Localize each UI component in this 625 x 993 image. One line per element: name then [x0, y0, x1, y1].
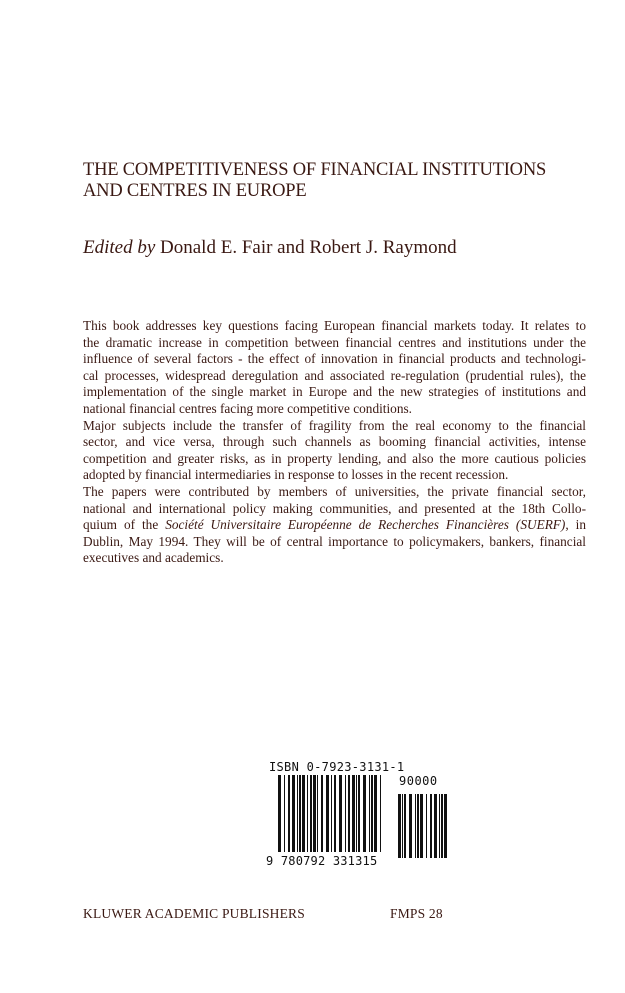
barcode-bar	[444, 794, 447, 858]
body-line: implementation of the single market in Europe and the new strategies of institutions and	[83, 384, 586, 400]
body-line: Dublin, May 1994. They will be of central importance to policymakers, bankers, financial	[83, 533, 586, 549]
barcode-bar	[339, 775, 342, 852]
title-line: AND CENTRES IN EUROPE	[83, 181, 307, 201]
barcode-bar	[317, 775, 318, 852]
barcode-bar	[404, 794, 406, 858]
barcode-bar	[369, 775, 370, 852]
barcode-bar	[302, 775, 305, 852]
body-text: , in	[565, 517, 587, 533]
barcode-bar	[409, 794, 412, 858]
barcode-bar	[345, 775, 346, 852]
ean-number: 9 780792 331315	[266, 854, 378, 868]
barcode-bar	[439, 794, 440, 858]
barcode-bar	[288, 775, 290, 852]
barcode-bar	[420, 794, 423, 858]
body-line: the dramatic increase in competition between financial centres and institutions under the	[83, 334, 586, 350]
barcode-bar	[415, 794, 416, 858]
barcode-bar	[417, 794, 419, 858]
barcode-bar	[441, 794, 443, 858]
publisher-name: KLUWER ACADEMIC PUBLISHERS	[83, 906, 305, 921]
body-text: quium of the	[83, 517, 166, 533]
edited-by-label: Edited by	[83, 237, 156, 258]
editors	[83, 237, 457, 259]
barcode-bar	[430, 794, 432, 858]
barcode-bar	[334, 775, 336, 852]
barcode-bar	[313, 775, 316, 852]
suerf-name: Société Universitaire Européenne de Recherches Financières (SUERF)	[165, 517, 566, 533]
body-line: cal processes, widespread deregulation and associated re-regulation (prudential rules), the	[83, 367, 586, 383]
book-description	[83, 318, 586, 567]
barcode-bar	[310, 775, 312, 852]
barcode-bar	[398, 794, 401, 858]
barcode-bar	[307, 775, 308, 852]
book-title	[83, 160, 546, 202]
barcode-bar	[278, 775, 281, 852]
isbn-barcode	[266, 760, 448, 870]
barcode-bar	[348, 775, 350, 852]
barcode-bar	[292, 775, 295, 852]
body-line: The papers were contributed by members of universities, the private financial sector,	[83, 483, 586, 499]
barcode-bar	[321, 775, 323, 852]
body-line: Major subjects include the transfer of fragility from the real economy to the financial	[83, 417, 586, 433]
barcode-bar	[331, 775, 332, 852]
barcode-bar	[284, 775, 285, 852]
body-line: sector, and vice versa, through such channels as booming financial activities, intense	[83, 434, 586, 450]
editor-names: Donald E. Fair and Robert J. Raymond	[160, 237, 457, 258]
barcode-bar	[352, 775, 355, 852]
series-number: FMPS 28	[390, 906, 443, 921]
barcode-bar	[402, 794, 403, 858]
barcode-bar	[297, 775, 298, 852]
barcode-bar	[380, 775, 381, 852]
barcode-bar	[374, 775, 377, 852]
barcode-bar	[371, 775, 373, 852]
body-line: This book addresses key questions facing European financial markets today. It relates to	[83, 318, 586, 333]
body-line: influence of several factors - the effect of innovation in financial products and technologi-	[83, 351, 586, 367]
barcode-bar	[434, 794, 437, 858]
barcode-bar	[363, 775, 366, 852]
body-line: national and international policy making communities, and presented at the 18th Collo-	[83, 500, 586, 516]
barcode-bar	[299, 775, 301, 852]
body-line: executives and academics.	[83, 550, 224, 566]
body-line: competition and greater risks, as in property lending, and also the more cautious policies	[83, 450, 586, 466]
isbn-text: ISBN 0-7923-3131-1	[269, 760, 405, 774]
body-line	[83, 517, 586, 534]
title-line: THE COMPETITIVENESS OF FINANCIAL INSTITUTIONS	[83, 160, 547, 180]
barcode-bar	[358, 775, 360, 852]
barcode-bar	[356, 775, 357, 852]
body-line: adopted by financial intermediaries in response to losses in the recent recession.	[83, 467, 509, 483]
body-line: national financial centres facing more competitive conditions.	[83, 400, 412, 416]
addon-number: 90000	[399, 774, 438, 788]
barcode-bar	[426, 794, 427, 858]
barcode-bar	[326, 775, 329, 852]
